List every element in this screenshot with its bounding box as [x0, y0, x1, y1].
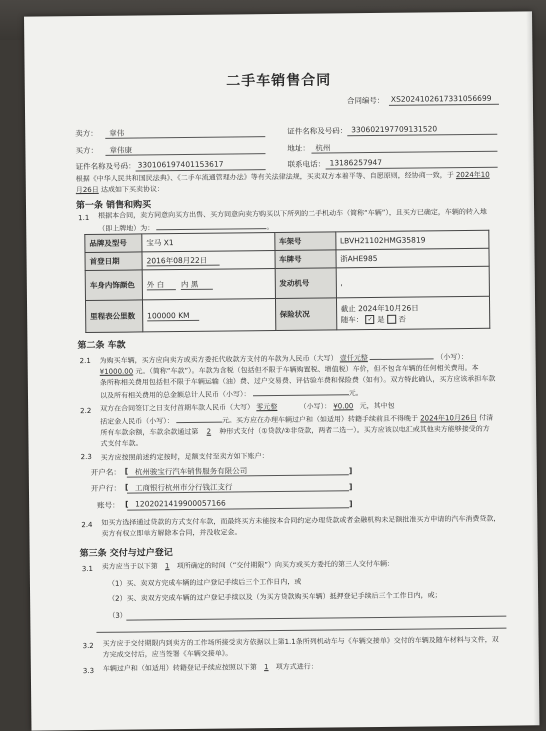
- buyer-label: 买方：: [75, 145, 98, 156]
- mileage-value: 100000 KM: [147, 311, 200, 322]
- buyer-address-value: 杭州: [315, 143, 331, 153]
- seller-id-value: 330602197709131520: [351, 124, 438, 135]
- buyer-id-value: 330106197401153617: [137, 159, 224, 170]
- contract-page: 二手车销售合同 合同编号： XS2024102617331056699 卖方： 章伟 证件名称及号码： 330602197709131520 买方： 章伟康 地址： 杭州 证件名称及号码： 330106197401153617 联系电话： 13186257947 根据《中华人民共和国民法典》、《二手车流通管理办法》等有关法律法规，买卖双方本着平等、自愿原则，经协商一致，于 2024年10 月26日 达成如下买卖协议： 第一条 销售和购买 1.1 根据本合同，卖方同意向买方出售、买方同意向卖方购买以下所列的二手机动车（简称“车辆”），且买方已确定，车辆的转入地 （即上牌地）为： 。 品牌及型号 宝马 X1 车架号 LBVH21102HMG35819 首登日期 2016年08月22日 车牌号 浙AHE985 车身内饰颜色 外 白 内 黑 发动机号 , 里程表公里数 100000 KM 保险状况 截止 2024年10月26日 随车： ✓ 是 否 第二条 车款 2.1 为购买车辆，买方应向卖方或卖方委托代收款方支付的车款为人民币（大写） 壹仟元整 （小写）： ¥1000.00 元。（简称“车款”）。车款为含税（包括但不限于车辆购置税、增值税）车价，但不包含车辆的任何相关费用。本 条所称相关费用包括但不限于车辆运输（油）费、过户交易费、评估验车费和保险费（如有）。双方特此确认，买方应该承担车款 以及所有相关费用的总金额总计人民币（小写）： 元。 2.2 双方在合同签订之日支付首期车款人民币（大写） 零元整 （小写）： ¥0.00 元，其中包 括定金人民币（小写）： 元。买方应在办理车辆过户和（如适用）转籍手续前且不得晚于 2024年10月26日 付清 所有车款余额，车款余款通过第 2 种形式支付（①贷款/②非贷款，两者二选一）。买方应该以电汇或其他卖方能够接受的方 式支付车款。 2.3 买方应按照前述约定按时，足额支付至卖方如下账户： 开户名： [ 杭州骏宝行汽车销售服务有限公司 ] 开户行： [ 工商银行杭州市分行钱江支行 ] 账号： [ 1202021419900057166 ] 2.4 如买方选择通过贷款的方式支付车款，而最终买方未能按本合同约定办理贷款或者金融机构未足额批准买方申请的汽车消费贷款， 卖方有权立即单方解除本合同，并没收定金。 第三条 交付与过户登记 3.1 卖方应当于以下第 1 项所确定的时间（“交付期限”）向买方或买方委托的第三人交付车辆： （1）买、卖双方完成车辆的过户登记手续后三个工作日内，或 （2）买、卖双方完成车辆的过户登记手续以及（为买方贷款购买车辆）抵押登记手续后三个工作日内，或； （3） 3.2 买方应于交付期限内到卖方的工作场所接受卖方依据以上第1.1条所列机动车与《车辆交接单》交付的车辆及随车材料与文件，双 方完成交付后，应当签署《车辆交接单》。 3.3 车辆过户和（如适用）转籍登记手续应按照以下第 1 项方式进行：: [24, 11, 539, 730]
- seller-id-label: 证件名称及号码：: [287, 126, 348, 136]
- price-amount: ¥1000.00: [99, 367, 134, 376]
- insurance-yes-checkbox: ✓: [367, 316, 373, 324]
- buyer-id-label: 证件名称及号码：: [75, 161, 136, 172]
- clause-2-2: 双方在合同签订之日支付首期车款人民币（大写） 零元整 （小写）： ¥0.00 元，其中包 括定金人民币（小写）： 元。买方应在办理车辆过户和（如适用）转籍手续前且不得晚于 2024年10月26日 付清 所有车款余额，车款余款通过第 2 种形式支付（①贷款/②非贷款，两者二选一）。买方应该以电汇或其他卖方能够接受的方 式支付车款。: [100, 401, 494, 448]
- balance-due-date: 2024年10月26日: [420, 413, 477, 423]
- brand-value: 宝马 X1: [142, 233, 275, 252]
- account-number: 1202021419900057166: [135, 498, 226, 509]
- document-title: 二手车销售合同: [226, 72, 332, 90]
- buyer-address-label: 地址：: [287, 143, 310, 153]
- clause-2-1: 为购买车辆，买方应向卖方或卖方委托代收款方支付的车款为人民币（大写） 壹仟元整 （小写）： ¥1000.00 元。（简称“车款”）。车款为含税（包括但不限于车辆购置税、增值税）车价，但不包含车辆的任何相关费用。本 条所称相关费用包括但不限于车辆运输（油）费、过户交易费、评估验车费和保险费（如有）。双方特此确认，买方应该承担车款 以及所有相关费用的总金额总计人民币（小写）： 元。: [100, 350, 508, 402]
- seller-value: 章伟: [109, 128, 125, 138]
- buyer-phone-value: 13186257947: [329, 157, 383, 168]
- bank-name: 工商银行杭州市分行钱江支行: [134, 482, 233, 493]
- clause-1-1: 根据本合同，卖方同意向买方出售、买方同意向卖方购买以下所列的二手机动车（简称“车辆”），且买方已确定，车辆的转入地 （即上牌地）为： 。: [98, 207, 487, 233]
- insurance-no-checkbox: [387, 315, 396, 324]
- contract-no-label: 合同编号：: [346, 95, 385, 106]
- article-2-title: 第二条 车款: [77, 340, 126, 352]
- engine-value: ,: [336, 266, 490, 298]
- insurance-date: 截止 2024年10月26日: [340, 303, 419, 313]
- account-name: 杭州骏宝行汽车销售服务有限公司: [134, 466, 248, 477]
- contract-no-value: XS2024102617331056699: [390, 93, 492, 104]
- buyer-value: 章伟康: [109, 145, 132, 155]
- vehicle-info-table: 品牌及型号 宝马 X1 车架号 LBVH21102HMG35819 首登日期 2016年08月22日 车牌号 浙AHE985 车身内饰颜色 外 白 内 黑 发动机号 , 里程表公里数 100000 KM 保险状况 截止 2024年10月26日 随车： ✓ 是 否: [84, 230, 490, 333]
- preamble-date: 2024年10: [455, 170, 490, 180]
- clause-3-3: 车辆过户和（如适用）转籍登记手续应按照以下第 1 项方式进行：: [102, 662, 318, 673]
- clause-3-1: 卖方应当于以下第 1 项所确定的时间（“交付期限”）向买方或买方委托的第三人交付车辆：: [101, 559, 395, 571]
- plate-value: 浙AHE985: [336, 248, 490, 268]
- seller-label: 卖方：: [75, 128, 98, 139]
- buyer-phone-label: 联系电话：: [287, 159, 326, 169]
- price-uppercase: 壹仟元整: [339, 354, 368, 363]
- reg-date-value: 2016年08月22日: [147, 256, 220, 267]
- color-inner: 内 黑: [181, 280, 212, 290]
- vin-value: LBVH21102HMG35819: [335, 230, 489, 250]
- clause-3-2: 买方应于交付期限内到卖方的工作场所接受卖方依据以上第1.1条所列机动车与《车辆交接单》交付的车辆及随车材料与文件，双 方完成交付后，应当签署《车辆交接单》。: [102, 635, 499, 659]
- preamble: 根据《中华人民共和国民法典》、《二手车流通管理办法》等有关法律法规，买卖双方本着平等、自愿原则，经协商一致，于 2024年10 月26日 达成如下买卖协议：: [75, 170, 490, 195]
- color-outer: 外 白: [147, 280, 176, 290]
- article-3-title: 第三条 交付与过户登记: [79, 548, 173, 560]
- article-1-title: 第一条 销售和购买: [75, 200, 152, 212]
- clause-2-4: 如买方选择通过贷款的方式支付车款，而最终买方未能按本合同约定办理贷款或者金融机构未足额批准买方申请的汽车消费贷款， 卖方有权立即单方解除本合同，并没收定金。: [101, 514, 501, 538]
